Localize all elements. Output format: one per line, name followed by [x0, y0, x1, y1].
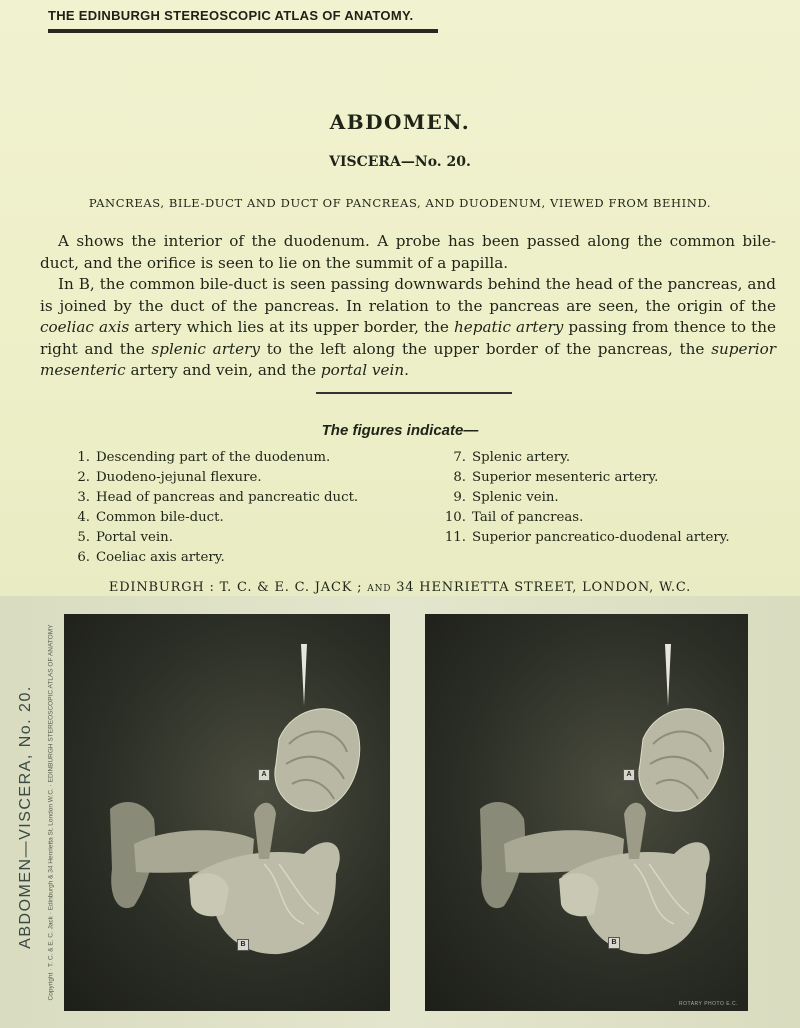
divider [316, 392, 512, 394]
legend-item: 10. Tail of pancreas. [444, 510, 584, 525]
side-caption [4, 624, 55, 1008]
figures-heading: The figures indicate— [321, 422, 479, 439]
specimen-illustration [64, 614, 390, 1011]
legend-item: 2. Duodeno-jejunal flexure. [77, 470, 262, 485]
plate-subtitle: PANCREAS, BILE-DUCT AND DUCT OF PANCREAS, AND DUODENUM, VIEWED FROM BEHIND. [88, 196, 712, 210]
term-portal-vein: portal vein [320, 361, 405, 379]
stereo-photo-left [64, 614, 390, 1011]
legend-left-list [68, 448, 358, 568]
description-paragraph-2: In B, the common bile-duct is seen passing downwards behind the head of the pancreas, and is joined by the duct of the pancreas. In relation to the pancreas are seen, the origin of the coeliac axis artery which lies at its upper border, the hepatic artery passing from thence to the right and the splenic artery to the left along the upper border of the pancreas, the superior mesenteric artery and vein, and the portal vein. [40, 275, 777, 379]
section-title: ABDOMEN. [329, 110, 471, 134]
legend-item: 11. Superior pancreatico-duodenal artery. [444, 530, 730, 545]
legend-right-list [440, 448, 730, 548]
specimen-illustration [425, 614, 748, 1011]
label-b-left: B [237, 939, 249, 951]
label-a-right: A [623, 769, 635, 781]
header-rule [48, 29, 438, 33]
description-paragraph-1: A shows the interior of the duodenum. A probe has been passed along the common bile-duct, and the orifice is seen to lie on the summit of a papilla. [40, 232, 776, 272]
label-a-left: A [258, 769, 270, 781]
photo-credit: ROTARY PHOTO E.C. [679, 1001, 738, 1007]
legend-item: 4. Common bile-duct. [77, 510, 224, 525]
publisher-line: EDINBURGH : T. C. & E. C. JACK ; AND 34 HENRIETTA STREET, LONDON, W.C. [108, 580, 692, 595]
legend-item: 5. Portal vein. [77, 530, 173, 545]
legend-item: 8. Superior mesenteric artery. [453, 470, 659, 485]
side-copyright: Copyright · T. C. & E. C. Jack · Edinburgh & 34 Henrietta St. London W.C. · EDINBURGH STEREOSCOPIC ATLAS OF ANATOMY [47, 624, 55, 1001]
term-coeliac-axis: coeliac axis [40, 318, 130, 336]
legend-item: 3. Head of pancreas and pancreatic duct. [77, 490, 359, 505]
term-splenic-artery: splenic artery [151, 339, 260, 358]
term-hepatic-artery: hepatic artery [453, 318, 564, 336]
side-label: ABDOMEN—VISCERA, No. 20. [17, 685, 34, 949]
atlas-header: THE EDINBURGH STEREOSCOPIC ATLAS OF ANATOMY. [48, 8, 414, 23]
legend-item: 9. Splenic vein. [453, 490, 559, 505]
legend-item: 7. Splenic artery. [453, 450, 571, 465]
label-b-right: B [608, 937, 620, 949]
term-superior-mesenteric: superior mesenteric [40, 339, 776, 379]
legend-item: 1. Descending part of the duodenum. [77, 450, 331, 465]
plate-number: VISCERA—No. 20. [329, 154, 471, 170]
stereo-photo-right [425, 614, 748, 1011]
legend-item: 6. Coeliac axis artery. [77, 550, 225, 565]
